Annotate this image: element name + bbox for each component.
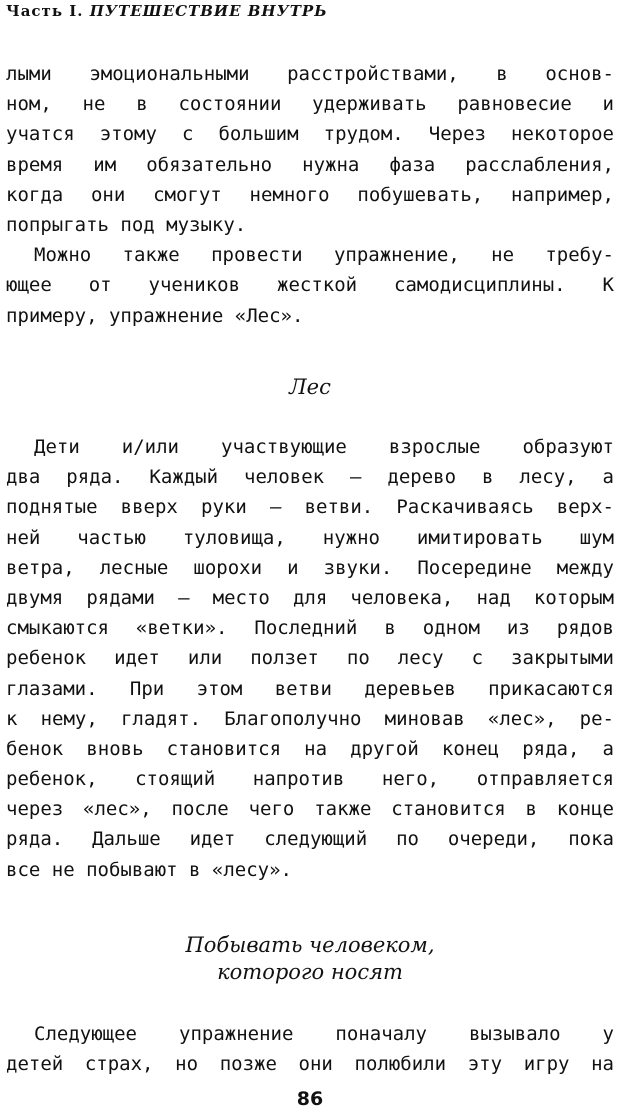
intro-line: ном, не в состоянии удерживать равновесие и: [6, 93, 614, 116]
section-heading-carried: [0, 932, 620, 986]
section-heading-carried-line2: которого носят: [217, 960, 403, 984]
les-line: смыкаются «ветки». Последний в одном из рядов: [6, 617, 614, 640]
running-head-part: Часть I.: [6, 2, 84, 20]
les-line: ребенок, стоящий напротив него, отправляется: [6, 768, 614, 791]
intro-line: примеру, упражнение «Лес».: [6, 304, 304, 327]
les-line: к нему, гладят. Благополучно миновав «лес», ре-: [6, 707, 614, 730]
les-line: ней частью туловища, нужно имитировать шум: [6, 526, 614, 549]
les-line: двумя рядами — место для человека, над которым: [6, 586, 614, 609]
les-line: ряда. Дальше идет следующий по очереди, пока: [6, 828, 614, 851]
les-line: Дети и/или участвующие взрослые образуют: [34, 436, 614, 458]
page-number: 86: [296, 1088, 324, 1110]
section-heading-les: [0, 374, 620, 401]
section-heading-les-text: Лес: [289, 375, 331, 399]
section-les-text: [6, 432, 614, 885]
intro-line: Можно также провести упражнение, не требу-: [34, 244, 614, 267]
intro-line: лыми эмоциональными расстройствами, в основ-: [6, 63, 614, 85]
les-line: бенок вновь становится на другой конец ряда, а: [6, 737, 614, 760]
section-carried-text: [6, 1019, 614, 1079]
les-line: поднятые вверх руки — ветви. Раскачиваясь верх-: [6, 496, 614, 519]
les-line: ветра, лесные шорохи и звуки. Посередине между: [6, 556, 614, 579]
intro-line: время им обязательно нужна фаза расслабления,: [6, 153, 614, 176]
carried-line: Следующее упражнение поначалу вызывало у: [34, 1023, 614, 1045]
intro-text: [6, 59, 614, 331]
running-head-title: ПУТЕШЕСТВИЕ ВНУТРЬ: [89, 2, 328, 20]
carried-line: детей страх, но позже они полюбили эту игру на: [6, 1053, 614, 1076]
intro-line: учатся этому с большим трудом. Через некоторое: [6, 123, 614, 146]
les-line: все не побывают в «лесу».: [6, 858, 292, 881]
intro-line: попрыгать под музыку.: [6, 213, 247, 236]
running-head: [6, 2, 328, 20]
les-line: через «лес», после чего также становится в конце: [6, 798, 614, 821]
les-line: два ряда. Каждый человек — дерево в лесу, а: [6, 466, 614, 489]
intro-line: ющее от учеников жесткой самодисциплины. К: [6, 274, 614, 297]
section-heading-carried-line1: Побывать человеком,: [185, 933, 435, 957]
les-line: ребенок идет или ползет по лесу с закрытыми: [6, 647, 614, 670]
les-line: глазами. При этом ветви деревьев прикасаются: [6, 677, 614, 700]
intro-line: когда они смогут немного побушевать, например,: [6, 183, 614, 206]
